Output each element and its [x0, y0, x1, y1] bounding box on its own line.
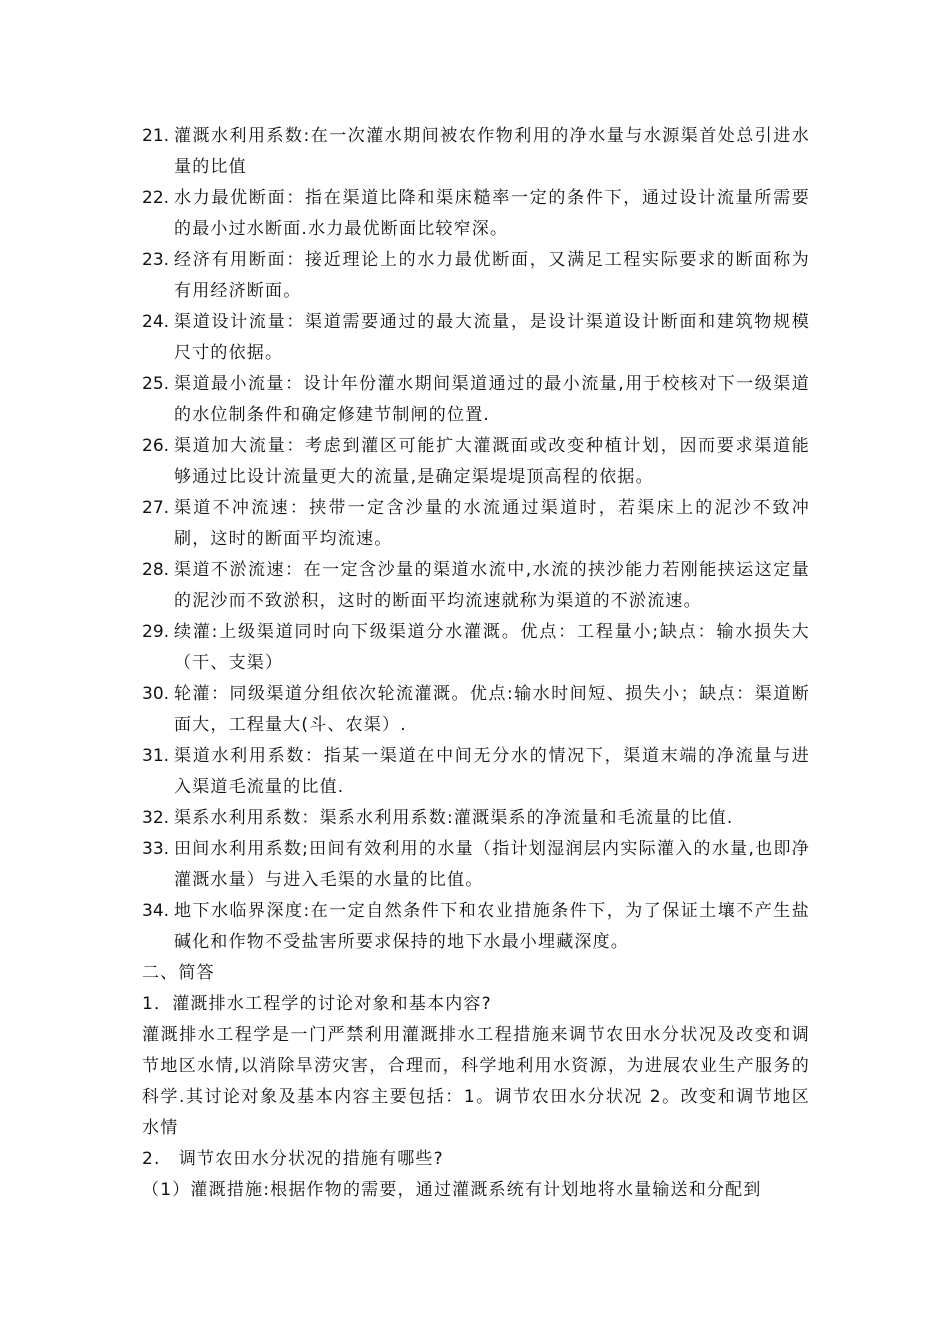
item-number: 34.: [142, 901, 170, 921]
definition-item-27: [142, 493, 810, 555]
item-text: 渠道设计流量：渠道需要通过的最大流量，是设计渠道设计断面和建筑物规模尺寸的依据。: [174, 312, 810, 363]
item-number: 33.: [142, 839, 170, 859]
item-number: 21.: [142, 126, 170, 146]
item-number: 28.: [142, 560, 170, 580]
item-number: 30.: [142, 684, 170, 704]
definition-item-25: [142, 369, 810, 431]
item-text: 水力最优断面：指在渠道比降和渠床糙率一定的条件下，通过设计流量所需要的最小过水断面.水力最优断面比较窄深。: [174, 188, 810, 239]
definition-item-32: [142, 803, 810, 834]
item-number: 31.: [142, 746, 170, 766]
item-number: 24.: [142, 312, 170, 332]
item-number: 29.: [142, 622, 170, 642]
definition-item-31: [142, 741, 810, 803]
item-number: 23.: [142, 250, 170, 270]
question-2-answer: （1）灌溉措施:根据作物的需要，通过灌溉系统有计划地将水量输送和分配到: [142, 1180, 762, 1200]
definition-item-29: [142, 617, 810, 679]
definition-item-21: [142, 121, 810, 183]
definition-item-34: [142, 896, 810, 958]
definition-item-24: [142, 307, 810, 369]
item-text: 灌溉水利用系数:在一次灌水期间被农作物利用的净水量与水源渠首处总引进水量的比值: [174, 126, 810, 177]
question-1-answer: 灌溉排水工程学是一门严禁利用灌溉排水工程措施来调节农田水分状况及改变和调节地区水情,以消除旱涝灾害，合理而，科学地利用水资源，为进展农业生产服务的科学.其讨论对象及基本内容主要包括：1。调节农田水分状况 2。改变和调节地区水情: [142, 1025, 810, 1138]
definition-item-28: [142, 555, 810, 617]
item-number: 25.: [142, 374, 170, 394]
definition-item-26: [142, 431, 810, 493]
item-text: 地下水临界深度:在一定自然条件下和农业措施条件下，为了保证土壤不产生盐碱化和作物不受盐害所要求保持的地下水最小埋藏深度。: [174, 901, 810, 952]
item-number: 32.: [142, 808, 170, 828]
item-text: 轮灌：同级渠道分组依次轮流灌溉。优点:输水时间短、损失小；缺点：渠道断面大，工程量大(斗、农渠）.: [174, 684, 810, 735]
item-number: 22.: [142, 188, 170, 208]
item-number: 26.: [142, 436, 170, 456]
section-heading: 二、简答: [142, 963, 215, 983]
item-text: 渠道加大流量：考虑到灌区可能扩大灌溉面或改变种植计划，因而要求渠道能够通过比设计流量更大的流量,是确定渠堤堤顶高程的依据。: [174, 436, 810, 487]
definition-item-22: [142, 183, 810, 245]
item-number: 27.: [142, 498, 170, 518]
question-2-title: 2. 调节农田水分状况的措施有哪些?: [142, 1149, 444, 1169]
document-content: [142, 121, 810, 1206]
question-1-title: 1．灌溉排水工程学的讨论对象和基本内容?: [142, 994, 492, 1014]
item-text: 经济有用断面：接近理论上的水力最优断面，又满足工程实际要求的断面称为有用经济断面。: [174, 250, 810, 301]
item-text: 渠道不淤流速：在一定含沙量的渠道水流中,水流的挟沙能力若刚能挟运这定量的泥沙而不致淤积，这时的断面平均流速就称为渠道的不淤流速。: [174, 560, 810, 611]
item-text: 渠道最小流量：设计年份灌水期间渠道通过的最小流量,用于校核对下一级渠道的水位制条件和确定修建节制闸的位置.: [174, 374, 810, 425]
item-text: 田间水利用系数;田间有效利用的水量（指计划湿润层内实际灌入的水量,也即净灌溉水量）与进入毛渠的水量的比值。: [174, 839, 810, 890]
definition-item-30: [142, 679, 810, 741]
item-text: 续灌:上级渠道同时向下级渠道分水灌溉。优点：工程量小;缺点：输水损失大（干、支渠）: [174, 622, 810, 673]
definition-item-23: [142, 245, 810, 307]
definition-item-33: [142, 834, 810, 896]
item-text: 渠系水利用系数：渠系水利用系数:灌溉渠系的净流量和毛流量的比值.: [174, 808, 734, 828]
item-text: 渠道水利用系数：指某一渠道在中间无分水的情况下，渠道末端的净流量与进入渠道毛流量的比值.: [174, 746, 810, 797]
item-text: 渠道不冲流速：挟带一定含沙量的水流通过渠道时，若渠床上的泥沙不致冲刷，这时的断面平均流速。: [174, 498, 810, 549]
